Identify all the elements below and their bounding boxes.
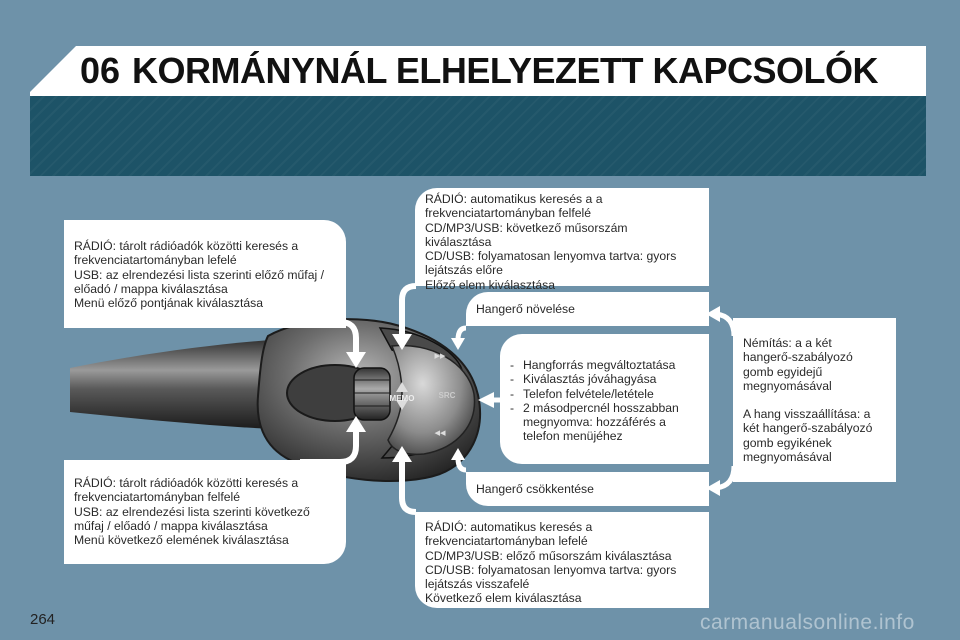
chapter-number: 06 <box>80 50 121 91</box>
callout-bottom-center: RÁDIÓ: automatikus keresés a frekvenciatartományban lefelé CD/MP3/USB: előző műsorszám kiválasztása CD/USB: folyamatosan lenyomva tartva: gyors lejátszás visszafelé Következő elem kiválasztása <box>415 512 709 608</box>
callout-top-left: RÁDIÓ: tárolt rádióadók közötti keresés a frekvenciatartományban lefelé USB: az elrendezési lista szerinti előző műfaj / előadó / mappa kiválasztása Menü előző pontjának kiválasztása <box>64 220 346 328</box>
src-function-list: - Hangforrás megváltoztatása - Kiválasztás jóváhagyása - Telefon felvétele/letétele - 2 másodpercnél hosszabban megnyomva: hozzáférés a telefon menüjéhez <box>510 358 699 444</box>
page-number: 264 <box>30 611 56 628</box>
callout-src-button <box>500 334 709 464</box>
callout-top-center: RÁDIÓ: automatikus keresés a a frekvenciatartományban felfelé CD/MP3/USB: következő műsorszám kiválasztása CD/USB: folyamatosan lenyomva tartva: gyors lejátszás előre Előző elem kiválasztása <box>415 188 709 286</box>
callout-volume-up: Hangerő növelése <box>466 292 709 326</box>
callout-volume-down: Hangerő csökkentése <box>466 472 709 506</box>
page-title: KORMÁNYNÁL ELHELYEZETT KAPCSOLÓK <box>132 50 879 91</box>
memo-label: MEMO <box>389 394 415 403</box>
thumb-wheel <box>354 368 390 420</box>
watermark: carmanualsonline.info <box>700 611 915 634</box>
arrow-top-center <box>402 286 416 334</box>
callout-bottom-left: RÁDIÓ: tárolt rádióadók közötti keresés a frekvenciatartományban felfelé USB: az elrendezési lista szerinti következő műfaj / előadó / mappa kiválasztása Menü következő elemének kiválasztása <box>64 460 346 564</box>
src-label: SRC <box>438 391 456 400</box>
forward-label: ▸▸ <box>434 349 446 362</box>
backward-label: ◂◂ <box>434 426 446 439</box>
callout-mute: Némítás: a a két hangerő-szabályozó gomb egyidejű megnyomásával A hang visszaállítása: a két hangerő-szabályozó gomb egyikének megnyomásával <box>733 318 896 482</box>
